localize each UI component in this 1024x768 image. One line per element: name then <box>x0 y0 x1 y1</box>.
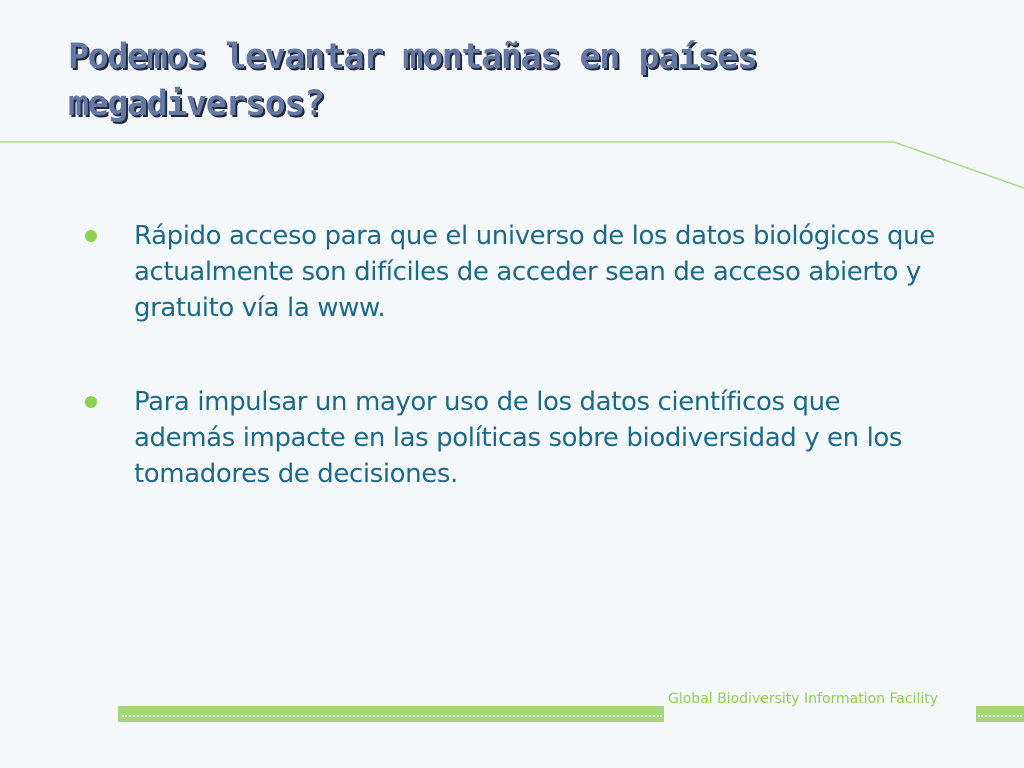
bullet-text: Para impulsar un mayor uso de los datos científicos que además impacte en las políticas sobre biodiversidad y en los tomadores de decisiones. <box>134 387 903 489</box>
bullet-dot-icon <box>85 230 97 242</box>
bullet-list <box>84 218 944 550</box>
footer-organization-label: Global Biodiversity Information Facility <box>668 690 944 708</box>
footer-dotted-line-left <box>122 715 662 717</box>
bullet-dot-icon <box>85 396 97 408</box>
bullet-item <box>84 218 944 326</box>
title-divider-line <box>0 0 1024 200</box>
bullet-text: Rápido acceso para que el universo de los datos biológicos que actualmente son difíciles de acceder sean de acceso abierto y gratuito vía la www. <box>134 221 935 323</box>
bullet-item <box>84 384 944 492</box>
footer-bar-gap <box>664 706 976 722</box>
footer-dotted-line-right <box>978 715 1022 717</box>
slide-title: Podemos levantar montañas en países megadiversos? <box>68 37 757 124</box>
